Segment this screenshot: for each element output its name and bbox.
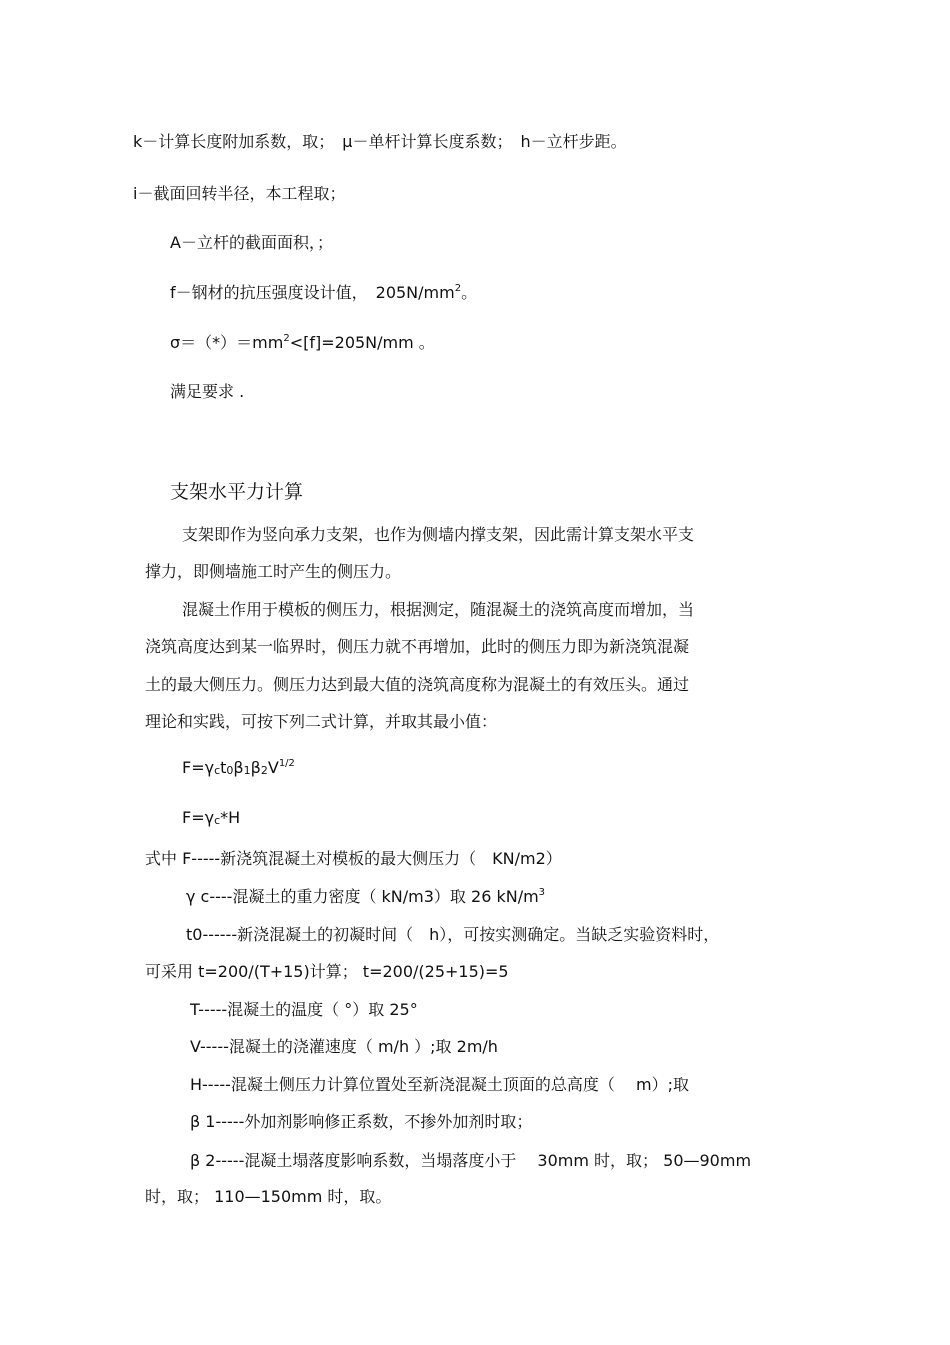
paragraph-2-line-4: 理论和实践，可按下列二式计算，并取其最小值： [145,712,498,731]
formula-1-sub: 0 [226,764,234,777]
definition-F: 式中 F-----新浇筑混凝土对模板的最大侧压力（ KN/m2） [145,849,562,868]
formula-1-sub: c [214,764,221,777]
stress-formula [170,333,435,353]
definition-T: T-----混凝土的温度（ °）取 25° [190,1000,418,1019]
formula-2-part: *H [220,808,241,827]
definition-H: H-----混凝土侧压力计算位置处至新浇混凝土顶面的总高度（ m）;取 [190,1075,689,1094]
formula-1-part: V [267,758,279,777]
definition-f-text: f－钢材的抗压强度设计值， 205N/mm [170,283,455,302]
formula-1-part: β [250,758,261,777]
paragraph-1-line-2: 撑力，即侧墙施工时产生的侧压力。 [145,562,402,581]
paragraph-2-line-3: 土的最大侧压力。侧压力达到最大值的浇筑高度称为混凝土的有效压头。通过 [145,675,690,694]
definition-beta-1: β 1-----外加剂影响修正系数，不掺外加剂时取； [190,1112,533,1131]
definition-gamma-c [186,887,545,907]
definition-beta-2-line-1: β 2-----混凝土塌落度影响系数，当塌落度小于 30mm 时，取； 50—90mm [190,1151,752,1170]
stress-formula-exponent: 2 [283,333,290,344]
definition-f [170,283,477,303]
formula-1 [182,758,295,781]
formula-1-part: t [220,758,227,777]
definition-gamma-c-exponent: 3 [538,887,546,898]
formula-2-sub: c [214,814,221,827]
section-heading: 支架水平力计算 [170,481,304,503]
definition-k-mu-h: k－计算长度附加系数，取； μ－单杆计算长度系数； h－立杆步距。 [133,132,627,151]
formula-1-exponent: 1/2 [278,758,295,769]
stress-formula-text: σ＝（*）＝mm [170,333,284,352]
definition-gamma-c-text: γ c----混凝土的重力密度（ kN/m3）取 26 kN/m [186,887,539,906]
formula-2 [182,808,240,831]
definition-f-end: 。 [461,283,478,302]
conclusion-text: 满足要求 . [170,382,245,401]
definition-t0-line-2: 可采用 t=200/(T+15)计算； t=200/(25+15)=5 [145,962,509,981]
formula-2-part: F=γ [182,808,215,827]
formula-1-sub: 2 [260,764,268,777]
definition-V: V-----混凝土的浇灌速度（ m/h ）;取 2m/h [190,1037,498,1056]
formula-1-part: β [233,758,244,777]
definition-i: i－截面回转半径，本工程取； [133,184,346,203]
definition-f-exponent: 2 [454,283,462,294]
paragraph-1-line-1: 支架即作为竖向承力支架，也作为侧墙内撑支架，因此需计算支架水平支 [182,525,695,544]
definition-beta-2-line-2: 时，取； 110—150mm 时，取。 [145,1187,392,1206]
paragraph-2-line-2: 浇筑高度达到某一临界时，侧压力就不再增加，此时的侧压力即为新浇筑混凝 [145,637,690,656]
formula-1-part: F=γ [182,758,215,777]
paragraph-2-line-1: 混凝土作用于模板的侧压力，根据测定，随混凝土的浇筑高度而增加，当 [182,600,695,619]
definition-a: A－立杆的截面面积，； [170,233,333,252]
formula-1-sub: 1 [243,764,251,777]
stress-formula-end: <[f]=205N/mm 。 [289,333,435,352]
definition-t0-line-1: t0------新浇混凝土的初凝时间（ h），可按实测确定。当缺乏实验资料时， [186,925,720,944]
